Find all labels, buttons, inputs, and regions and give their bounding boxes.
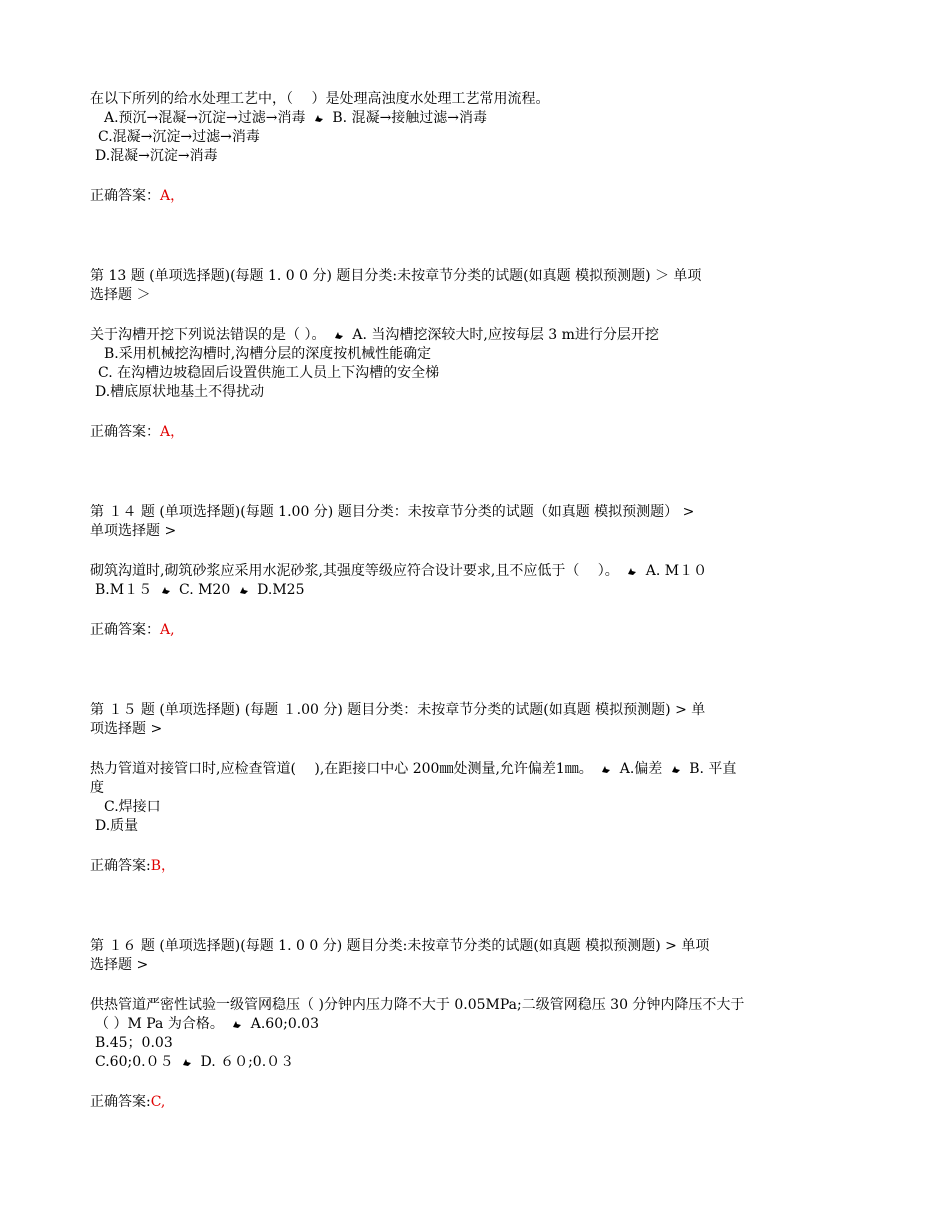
q14-answer: [90, 621, 175, 640]
q16-stem-cont: （ ）M Pa 为合格。: [95, 1016, 224, 1032]
pointing-hand-icon: [314, 113, 324, 123]
q12-option-c: C.混凝→沉淀→过滤→消毒: [98, 129, 260, 145]
pointing-hand-icon: [627, 566, 637, 576]
q13-option-c: C. 在沟槽边坡稳固后设置供施工人员上下沟槽的安全梯: [98, 365, 440, 381]
q16-header-line1: 第 １６ 题 (单项选择题)(每题 1. 0 0 分) 题目分类:未按章节分类的试题(如真题 模拟预测题) > 单项: [90, 938, 710, 954]
answer-label: 正确答案：: [90, 622, 160, 638]
q13-stem-line: [90, 326, 659, 345]
answer-value: A，: [160, 188, 185, 204]
q14-option-a: A. M１０: [645, 563, 708, 579]
q14-header-line2: 单项选择题 >: [90, 523, 177, 539]
q14-option-b: B.M１５: [95, 582, 153, 598]
q13-answer: [90, 423, 184, 442]
q16-header-line2: 选择题 >: [90, 957, 149, 973]
q14-option-c: C. M20: [178, 582, 231, 598]
q13-option-a: A. 当沟槽挖深较大时,应按每层 3 m进行分层开挖: [352, 327, 659, 343]
q16-stem-line2: [95, 1015, 319, 1034]
answer-value: A,: [160, 622, 175, 638]
pointing-hand-icon: [671, 764, 681, 774]
q15-option-b-cont: 度: [90, 780, 104, 796]
q16-option-a: A.60;0.03: [250, 1016, 319, 1032]
q15-stem-line: [90, 760, 736, 779]
q16-option-d: D. ６０;0.０３: [200, 1054, 295, 1070]
answer-value: A，: [160, 424, 185, 440]
q16-options-cd: [95, 1053, 294, 1072]
answer-label: 正确答案：: [90, 188, 160, 204]
q15-option-b: B. 平直: [689, 761, 737, 777]
answer-label: 正确答案:: [90, 858, 151, 874]
answer-label: 正确答案:: [90, 1094, 151, 1110]
q15-header-line1: 第 １５ 题 (单项选择题) (每题 １.00 分) 题目分类：未按章节分类的试题(如真题 模拟预测题) > 单: [90, 702, 706, 718]
q14-header-line1: 第 １４ 题 (单项选择题)(每题 1.00 分) 题目分类：未按章节分类的试题（如真题 模拟预测题） >: [90, 504, 695, 520]
pointing-hand-icon: [601, 764, 611, 774]
q15-header-line2: 项选择题 >: [90, 721, 163, 737]
q12-stem: 在以下所列的给水处理工艺中，（ ）是处理高浊度水处理工艺常用流程。: [90, 91, 550, 107]
q13-header-line1: 第 13 题 (单项选择题)(每题 1. 0 0 分) 题目分类:未按章节分类的试题(如真题 模拟预测题) ＞ 单项: [90, 268, 702, 284]
q12-option-d: D.混凝→沉淀→消毒: [95, 148, 218, 164]
pointing-hand-icon: [232, 1019, 242, 1029]
q12-answer: [90, 187, 184, 206]
q16-answer: [90, 1093, 165, 1112]
q15-option-a: A.偏差: [619, 761, 663, 777]
answer-label: 正确答案：: [90, 424, 160, 440]
q13-header-line2: 选择题 ＞: [90, 287, 151, 303]
q12-option-a: A.预沉→混凝→沉淀→过滤→消毒: [104, 110, 306, 126]
pointing-hand-icon: [161, 585, 171, 595]
q12-line-options-ab: [104, 109, 487, 128]
q14-option-d: D.M25: [257, 582, 305, 598]
q16-option-c: C.60;0.０５: [95, 1054, 174, 1070]
q13-option-d: D.槽底原状地基土不得扰动: [95, 384, 265, 400]
q12-option-b: B. 混凝→接触过滤→消毒: [332, 110, 488, 126]
q16-option-b: B.45；0.03: [95, 1035, 173, 1051]
pointing-hand-icon: [239, 585, 249, 595]
q14-options-bcd: [95, 581, 304, 600]
q15-option-d: D.质量: [95, 818, 139, 834]
q15-option-c: C.焊接口: [104, 799, 161, 815]
q16-stem-line1: 供热管道严密性试验一级管网稳压（ )分钟内压力降不大于 0.05MPa;二级管网稳压 30 分钟内降压不大于: [90, 997, 745, 1013]
q14-stem: 砌筑沟道时,砌筑砂浆应采用水泥砂浆,其强度等级应符合设计要求,且不应低于（ ）。: [90, 563, 619, 579]
q15-stem: 热力管道对接管口时,应检查管道( ),在距接口中心 200㎜处测量,允许偏差1㎜。: [90, 761, 593, 777]
q13-option-b: B.采用机械挖沟槽时,沟槽分层的深度按机械性能确定: [104, 346, 432, 362]
q13-stem: 关于沟槽开挖下列说法错误的是（ ）。: [90, 327, 326, 343]
q15-answer: [90, 857, 175, 876]
q14-stem-line: [90, 562, 707, 581]
answer-value: B，: [150, 858, 176, 874]
pointing-hand-icon: [182, 1057, 192, 1067]
answer-value: C,: [150, 1094, 166, 1110]
pointing-hand-icon: [334, 330, 344, 340]
